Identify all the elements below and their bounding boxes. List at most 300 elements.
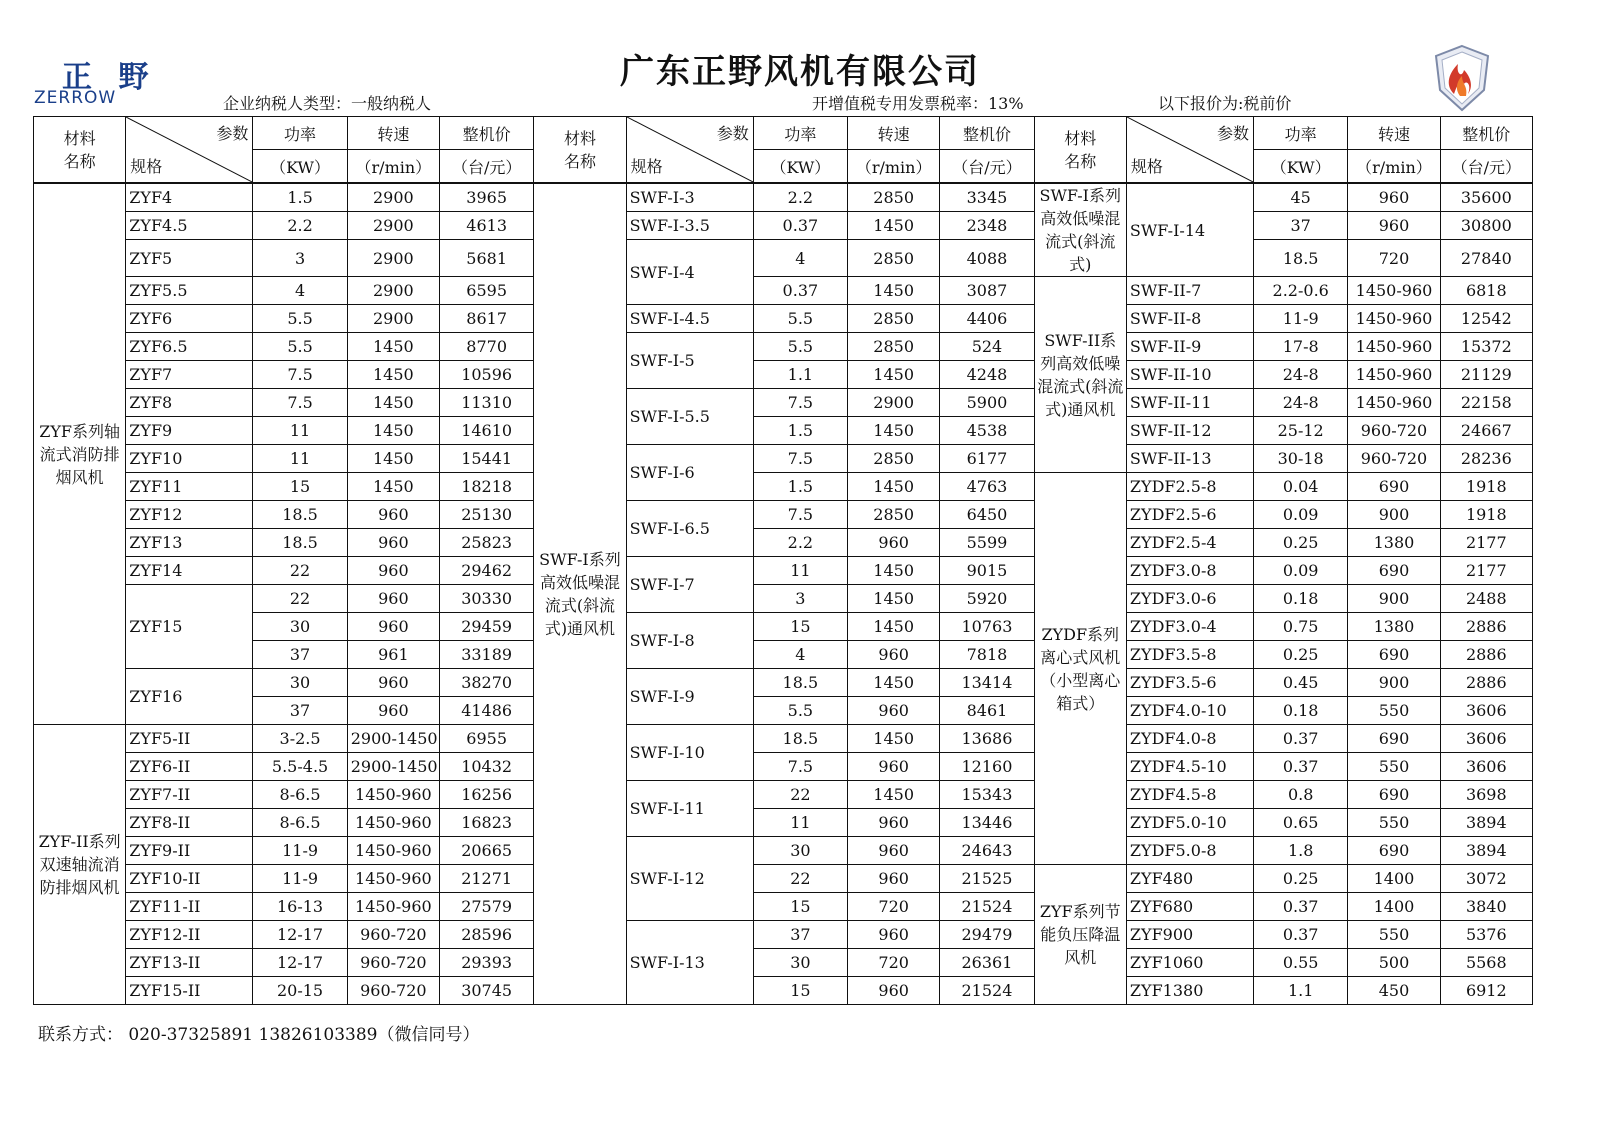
speed-cell: 1450: [848, 585, 940, 613]
price-cell: 26361: [940, 949, 1034, 977]
speed-cell: 550: [1348, 697, 1440, 725]
power-cell: 12-17: [253, 921, 347, 949]
speed-cell: 960: [347, 501, 439, 529]
price-cell: 15343: [940, 781, 1034, 809]
power-cell: 2.2-0.6: [1254, 277, 1348, 305]
power-cell: 15: [753, 977, 847, 1005]
power-cell: 0.37: [753, 212, 847, 240]
power-cell: 7.5: [753, 753, 847, 781]
header-param-spec: [1126, 117, 1253, 184]
table-row: [34, 361, 1533, 389]
price-cell: 25130: [439, 501, 533, 529]
power-cell: 0.25: [1254, 865, 1348, 893]
spec-cell: ZYF680: [1126, 893, 1253, 921]
header-spec-label: 规格: [630, 157, 663, 176]
header-power: 功率: [253, 117, 347, 150]
speed-cell: 2850: [848, 501, 940, 529]
power-cell: 0.8: [1254, 781, 1348, 809]
header-param-label: 参数: [716, 124, 749, 143]
speed-cell: 1450: [848, 557, 940, 585]
price-cell: 10763: [940, 613, 1034, 641]
power-cell: 0.18: [1254, 697, 1348, 725]
speed-cell: 2900: [347, 183, 439, 212]
spec-cell: SWF-II-7: [1126, 277, 1253, 305]
price-cell: 15372: [1440, 333, 1532, 361]
table-row: [34, 529, 1533, 557]
price-table: [33, 116, 1533, 1005]
speed-cell: 1450-960: [1348, 389, 1440, 417]
speed-cell: 2900: [848, 389, 940, 417]
header-power: 功率: [753, 117, 847, 150]
power-cell: 22: [253, 585, 347, 613]
spec-cell: ZYF10: [126, 445, 253, 473]
table-row: [34, 781, 1533, 809]
power-cell: 24-8: [1254, 361, 1348, 389]
speed-cell: 960: [1348, 212, 1440, 240]
price-cell: 21129: [1440, 361, 1532, 389]
spec-cell: ZYDF4.0-8: [1126, 725, 1253, 753]
speed-cell: 960-720: [347, 921, 439, 949]
power-cell: 11-9: [1254, 305, 1348, 333]
table-row: [34, 669, 1533, 697]
header-price-unit: （台/元）: [940, 150, 1034, 184]
price-cell: 2886: [1440, 641, 1532, 669]
power-cell: 18.5: [753, 669, 847, 697]
speed-cell: 2850: [848, 333, 940, 361]
speed-cell: 550: [1348, 921, 1440, 949]
spec-cell: ZYF6-II: [126, 753, 253, 781]
power-cell: 15: [753, 613, 847, 641]
speed-cell: 1380: [1348, 529, 1440, 557]
price-cell: 16256: [439, 781, 533, 809]
speed-cell: 1450: [347, 473, 439, 501]
speed-cell: 900: [1348, 585, 1440, 613]
speed-cell: 690: [1348, 837, 1440, 865]
header-speed: 转速: [848, 117, 940, 150]
table-row: [34, 417, 1533, 445]
table-row: [34, 697, 1533, 725]
speed-cell: 1450-960: [347, 865, 439, 893]
power-cell: 5.5: [253, 333, 347, 361]
power-cell: 1.1: [753, 361, 847, 389]
power-cell: 5.5: [253, 305, 347, 333]
price-cell: 30800: [1440, 212, 1532, 240]
power-cell: 7.5: [753, 445, 847, 473]
power-cell: 37: [253, 697, 347, 725]
spec-cell: SWF-I-11: [626, 781, 753, 837]
power-cell: 30: [753, 949, 847, 977]
price-cell: 30745: [439, 977, 533, 1005]
header-param-label: 参数: [1217, 124, 1250, 143]
price-cell: 28236: [1440, 445, 1532, 473]
speed-cell: 690: [1348, 473, 1440, 501]
shield-emblem-icon: [1432, 44, 1492, 112]
price-cell: 524: [940, 333, 1034, 361]
spec-cell: SWF-I-4.5: [626, 305, 753, 333]
speed-cell: 960: [848, 809, 940, 837]
spec-cell: ZYF9: [126, 417, 253, 445]
power-cell: 0.37: [1254, 921, 1348, 949]
speed-cell: 1400: [1348, 865, 1440, 893]
spec-cell: ZYF4.5: [126, 212, 253, 240]
contact-info: 联系方式： 020-37325891 13826103389（微信同号）: [38, 1025, 480, 1045]
table-row: [34, 977, 1533, 1005]
speed-cell: 1450: [347, 445, 439, 473]
spec-cell: SWF-I-13: [626, 921, 753, 1005]
power-cell: 8-6.5: [253, 781, 347, 809]
spec-cell: ZYF8: [126, 389, 253, 417]
price-cell: 24643: [940, 837, 1034, 865]
speed-cell: 1450: [848, 613, 940, 641]
power-cell: 11-9: [253, 837, 347, 865]
price-cell: 7818: [940, 641, 1034, 669]
spec-cell: ZYF480: [1126, 865, 1253, 893]
power-cell: 22: [253, 557, 347, 585]
price-cell: 11310: [439, 389, 533, 417]
speed-cell: 960: [848, 837, 940, 865]
price-cell: 3606: [1440, 697, 1532, 725]
price-cell: 6450: [940, 501, 1034, 529]
table-row: [34, 389, 1533, 417]
price-cell: 13414: [940, 669, 1034, 697]
speed-cell: 960: [347, 557, 439, 585]
power-cell: 0.09: [1254, 557, 1348, 585]
price-cell: 21524: [940, 893, 1034, 921]
speed-cell: 2900: [347, 240, 439, 277]
spec-cell: ZYF11-II: [126, 893, 253, 921]
spec-cell: ZYDF4.5-10: [1126, 753, 1253, 781]
header-power-unit: （KW）: [1254, 150, 1348, 184]
speed-cell: 2900-1450: [347, 725, 439, 753]
price-cell: 2177: [1440, 557, 1532, 585]
speed-cell: 960: [347, 697, 439, 725]
spec-cell: SWF-I-6.5: [626, 501, 753, 557]
spec-cell: SWF-I-14: [1126, 183, 1253, 277]
power-cell: 3: [253, 240, 347, 277]
price-cell: 8461: [940, 697, 1034, 725]
price-cell: 12160: [940, 753, 1034, 781]
taxpayer-type: 企业纳税人类型：一般纳税人: [223, 94, 432, 113]
material-group-cell: ZYF-II系列双速轴流消防排烟风机: [34, 725, 126, 1005]
speed-cell: 961: [347, 641, 439, 669]
spec-cell: SWF-I-3: [626, 183, 753, 212]
power-cell: 0.37: [1254, 725, 1348, 753]
power-cell: 11: [253, 445, 347, 473]
power-cell: 0.45: [1254, 669, 1348, 697]
price-cell: 21525: [940, 865, 1034, 893]
price-cell: 14610: [439, 417, 533, 445]
power-cell: 1.5: [753, 417, 847, 445]
speed-cell: 2850: [848, 240, 940, 277]
price-cell: 28596: [439, 921, 533, 949]
spec-cell: ZYF10-II: [126, 865, 253, 893]
power-cell: 5.5-4.5: [253, 753, 347, 781]
header-spec-label: 规格: [130, 157, 163, 176]
price-cell: 6818: [1440, 277, 1532, 305]
power-cell: 5.5: [753, 305, 847, 333]
power-cell: 45: [1254, 183, 1348, 212]
power-cell: 11: [753, 557, 847, 585]
price-cell: 4763: [940, 473, 1034, 501]
material-group-cell: SWF-I系列高效低噪混流式(斜流式): [1034, 183, 1126, 277]
power-cell: 30: [253, 613, 347, 641]
price-cell: 29479: [940, 921, 1034, 949]
header-price: 整机价: [439, 117, 533, 150]
price-cell: 4088: [940, 240, 1034, 277]
speed-cell: 960: [347, 669, 439, 697]
price-cell: 41486: [439, 697, 533, 725]
price-cell: 3087: [940, 277, 1034, 305]
power-cell: 2.2: [253, 212, 347, 240]
table-row: [34, 641, 1533, 669]
speed-cell: 2850: [848, 183, 940, 212]
speed-cell: 690: [1348, 557, 1440, 585]
power-cell: 2.2: [753, 529, 847, 557]
power-cell: 4: [753, 240, 847, 277]
power-cell: 18.5: [253, 501, 347, 529]
speed-cell: 1450-960: [1348, 305, 1440, 333]
table-row: [34, 585, 1533, 613]
price-cell: 5599: [940, 529, 1034, 557]
power-cell: 37: [1254, 212, 1348, 240]
header-speed-unit: （r/min）: [1348, 150, 1440, 184]
table-row: [34, 212, 1533, 240]
material-group-cell: ZYF系列轴流式消防排烟风机: [34, 183, 126, 725]
price-cell: 12542: [1440, 305, 1532, 333]
price-cell: 4538: [940, 417, 1034, 445]
header-speed: 转速: [347, 117, 439, 150]
table-row: [34, 183, 1533, 212]
power-cell: 11: [753, 809, 847, 837]
power-cell: 4: [253, 277, 347, 305]
price-cell: 5900: [940, 389, 1034, 417]
price-cell: 22158: [1440, 389, 1532, 417]
power-cell: 37: [253, 641, 347, 669]
power-cell: 0.37: [1254, 893, 1348, 921]
power-cell: 16-13: [253, 893, 347, 921]
speed-cell: 1450: [848, 669, 940, 697]
price-cell: 3606: [1440, 753, 1532, 781]
price-cell: 3840: [1440, 893, 1532, 921]
price-cell: 38270: [439, 669, 533, 697]
spec-cell: SWF-II-11: [1126, 389, 1253, 417]
power-cell: 1.5: [253, 183, 347, 212]
spec-cell: ZYF9-II: [126, 837, 253, 865]
power-cell: 25-12: [1254, 417, 1348, 445]
speed-cell: 1450: [848, 212, 940, 240]
spec-cell: SWF-I-9: [626, 669, 753, 725]
spec-cell: SWF-I-4: [626, 240, 753, 305]
spec-cell: ZYF7-II: [126, 781, 253, 809]
speed-cell: 720: [1348, 240, 1440, 277]
price-cell: 13686: [940, 725, 1034, 753]
power-cell: 0.37: [1254, 753, 1348, 781]
price-cell: 6177: [940, 445, 1034, 473]
price-cell: 35600: [1440, 183, 1532, 212]
speed-cell: 720: [848, 893, 940, 921]
header-power-unit: （KW）: [253, 150, 347, 184]
spec-cell: ZYF12: [126, 501, 253, 529]
spec-cell: ZYDF3.0-6: [1126, 585, 1253, 613]
speed-cell: 1450-960: [1348, 333, 1440, 361]
power-cell: 5.5: [753, 697, 847, 725]
power-cell: 0.09: [1254, 501, 1348, 529]
spec-cell: ZYF16: [126, 669, 253, 725]
power-cell: 20-15: [253, 977, 347, 1005]
power-cell: 0.65: [1254, 809, 1348, 837]
material-group-cell: SWF-I系列高效低噪混流式(斜流式)通风机: [534, 183, 626, 1005]
spec-cell: ZYF13: [126, 529, 253, 557]
spec-cell: ZYF8-II: [126, 809, 253, 837]
price-cell: 3606: [1440, 725, 1532, 753]
header-speed: 转速: [1348, 117, 1440, 150]
price-cell: 20665: [439, 837, 533, 865]
speed-cell: 1450-960: [1348, 277, 1440, 305]
power-cell: 0.18: [1254, 585, 1348, 613]
power-cell: 37: [753, 921, 847, 949]
power-cell: 7.5: [253, 361, 347, 389]
header-param-spec: [126, 117, 253, 184]
power-cell: 11: [253, 417, 347, 445]
speed-cell: 960-720: [347, 977, 439, 1005]
price-cell: 13446: [940, 809, 1034, 837]
speed-cell: 450: [1348, 977, 1440, 1005]
price-cell: 3894: [1440, 837, 1532, 865]
power-cell: 22: [753, 781, 847, 809]
price-cell: 4406: [940, 305, 1034, 333]
header-price-unit: （台/元）: [1440, 150, 1532, 184]
spec-cell: ZYF15: [126, 585, 253, 669]
speed-cell: 2850: [848, 445, 940, 473]
price-cell: 5920: [940, 585, 1034, 613]
price-cell: 10432: [439, 753, 533, 781]
power-cell: 17-8: [1254, 333, 1348, 361]
price-cell: 10596: [439, 361, 533, 389]
power-cell: 3: [753, 585, 847, 613]
speed-cell: 1450-960: [347, 837, 439, 865]
price-cell: 4248: [940, 361, 1034, 389]
speed-cell: 2900: [347, 305, 439, 333]
spec-cell: ZYF4: [126, 183, 253, 212]
speed-cell: 960: [347, 613, 439, 641]
spec-cell: SWF-II-13: [1126, 445, 1253, 473]
speed-cell: 1380: [1348, 613, 1440, 641]
speed-cell: 1450: [347, 417, 439, 445]
speed-cell: 2900: [347, 212, 439, 240]
spec-cell: SWF-II-8: [1126, 305, 1253, 333]
spec-cell: ZYF1060: [1126, 949, 1253, 977]
power-cell: 7.5: [753, 389, 847, 417]
speed-cell: 500: [1348, 949, 1440, 977]
power-cell: 11-9: [253, 865, 347, 893]
table-row: [34, 753, 1533, 781]
spec-cell: ZYDF2.5-6: [1126, 501, 1253, 529]
speed-cell: 1450: [848, 361, 940, 389]
table-body: [34, 183, 1533, 1005]
speed-cell: 550: [1348, 753, 1440, 781]
price-cell: 15441: [439, 445, 533, 473]
speed-cell: 690: [1348, 781, 1440, 809]
spec-cell: ZYF5: [126, 240, 253, 277]
spec-cell: ZYF6.5: [126, 333, 253, 361]
price-cell: 27579: [439, 893, 533, 921]
price-cell: 6955: [439, 725, 533, 753]
spec-cell: ZYDF3.5-8: [1126, 641, 1253, 669]
spec-cell: ZYDF5.0-8: [1126, 837, 1253, 865]
power-cell: 0.55: [1254, 949, 1348, 977]
speed-cell: 1450: [347, 333, 439, 361]
spec-cell: ZYDF3.0-4: [1126, 613, 1253, 641]
price-cell: 33189: [439, 641, 533, 669]
speed-cell: 900: [1348, 501, 1440, 529]
spec-cell: ZYF12-II: [126, 921, 253, 949]
speed-cell: 960: [848, 529, 940, 557]
power-cell: 7.5: [253, 389, 347, 417]
price-cell: 4613: [439, 212, 533, 240]
table-row: [34, 809, 1533, 837]
spec-cell: SWF-I-6: [626, 445, 753, 501]
spec-cell: SWF-II-12: [1126, 417, 1253, 445]
spec-cell: SWF-I-7: [626, 557, 753, 613]
speed-cell: 1450-960: [347, 781, 439, 809]
header-speed-unit: （r/min）: [848, 150, 940, 184]
speed-cell: 960: [848, 865, 940, 893]
price-cell: 6595: [439, 277, 533, 305]
price-note: 以下报价为:税前价: [1158, 94, 1292, 113]
spec-cell: SWF-II-9: [1126, 333, 1253, 361]
header-price-unit: （台/元）: [439, 150, 533, 184]
header-param-label: 参数: [216, 124, 249, 143]
price-cell: 21271: [439, 865, 533, 893]
spec-cell: ZYF14: [126, 557, 253, 585]
power-cell: 30: [253, 669, 347, 697]
spec-cell: ZYF900: [1126, 921, 1253, 949]
speed-cell: 960-720: [1348, 417, 1440, 445]
header-spec-label: 规格: [1130, 157, 1163, 176]
header-material: 材料 名称: [1034, 117, 1126, 184]
speed-cell: 1450: [848, 473, 940, 501]
speed-cell: 550: [1348, 809, 1440, 837]
speed-cell: 960: [848, 641, 940, 669]
speed-cell: 1450-960: [347, 893, 439, 921]
power-cell: 0.25: [1254, 641, 1348, 669]
spec-cell: SWF-I-5: [626, 333, 753, 389]
power-cell: 0.37: [753, 277, 847, 305]
table-row: [34, 445, 1533, 473]
header-power-unit: （KW）: [753, 150, 847, 184]
table-row: [34, 949, 1533, 977]
speed-cell: 900: [1348, 669, 1440, 697]
price-cell: 18218: [439, 473, 533, 501]
table-row: [34, 865, 1533, 893]
price-cell: 27840: [1440, 240, 1532, 277]
table-row: [34, 240, 1533, 277]
price-cell: 16823: [439, 809, 533, 837]
logo-chinese: 正 野: [62, 60, 157, 95]
speed-cell: 690: [1348, 725, 1440, 753]
spec-cell: ZYDF5.0-10: [1126, 809, 1253, 837]
price-cell: 9015: [940, 557, 1034, 585]
power-cell: 2.2: [753, 183, 847, 212]
speed-cell: 690: [1348, 641, 1440, 669]
price-cell: 29393: [439, 949, 533, 977]
spec-cell: ZYF6: [126, 305, 253, 333]
spec-cell: ZYF11: [126, 473, 253, 501]
price-cell: 30330: [439, 585, 533, 613]
speed-cell: 1450: [848, 781, 940, 809]
power-cell: 15: [253, 473, 347, 501]
power-cell: 12-17: [253, 949, 347, 977]
